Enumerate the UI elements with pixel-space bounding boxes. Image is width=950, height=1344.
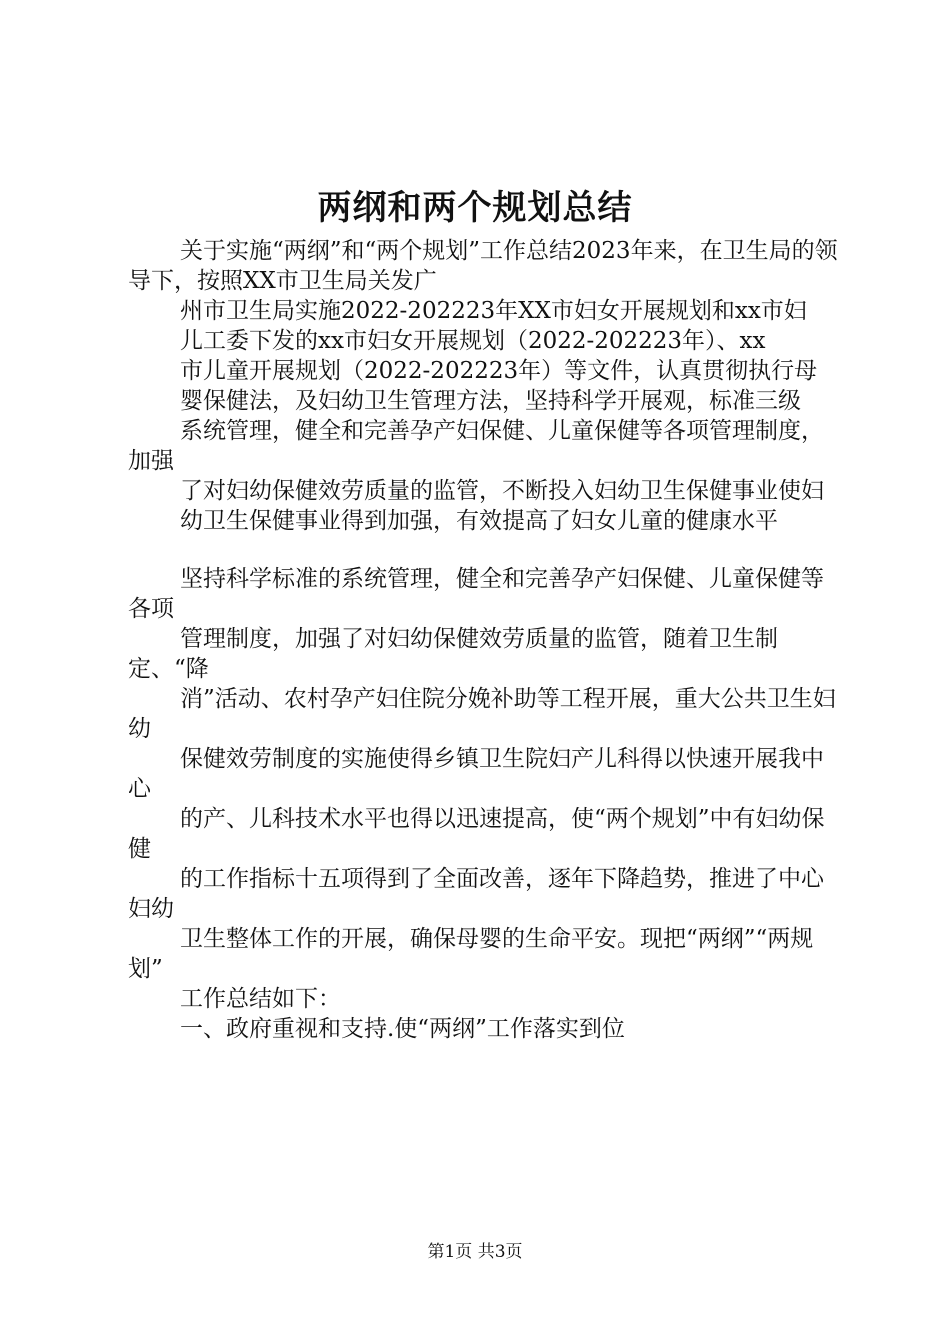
- paragraph: 幼卫生保健事业得到加强，有效提高了妇女儿童的健康水平: [180, 508, 778, 534]
- paragraph: 关于实施“两纲”和“两个规划”工作总结2023年来，在卫生局的领导下，按照XX市卫生局关发广: [128, 238, 838, 294]
- paragraph: 卫生整体工作的开展，确保母婴的生命平安。现把“两纲”“两规划”: [128, 926, 814, 982]
- document-body: [128, 236, 838, 1044]
- page-footer: 第1页 共3页: [427, 1242, 523, 1262]
- paragraph: 坚持科学标准的系统管理，健全和完善孕产妇保健、儿童保健等各项: [128, 566, 824, 622]
- paragraph: 保健效劳制度的实施使得乡镇卫生院妇产儿科得以快速开展我中心: [128, 746, 824, 802]
- section-heading: 一、政府重视和支持.使“两纲”工作落实到位: [180, 1016, 625, 1042]
- paragraph: 了对妇幼保健效劳质量的监管，不断投入妇幼卫生保健事业使妇: [180, 478, 824, 504]
- paragraph: 管理制度，加强了对妇幼保健效劳质量的监管，随着卫生制定、“降: [128, 626, 778, 682]
- paragraph: 的产、儿科技术水平也得以迅速提高，使“两个规划”中有妇幼保健: [128, 806, 825, 862]
- document-title: 两纲和两个规划总结: [317, 188, 633, 228]
- paragraph: 工作总结如下：: [180, 986, 341, 1012]
- paragraph: 儿工委下发的xx市妇女开展规划（2022-202223年）、xx: [180, 328, 766, 354]
- paragraph: 州市卫生局实施2022-202223年XX市妇女开展规划和xx市妇: [180, 298, 807, 324]
- paragraph: 的工作指标十五项得到了全面改善，逐年下降趋势，推进了中心妇幼: [128, 866, 824, 922]
- paragraph-gap: [128, 536, 838, 564]
- paragraph: 市儿童开展规划（2022-202223年）等文件，认真贯彻执行母: [180, 358, 818, 384]
- paragraph: 婴保健法，及妇幼卫生管理方法，坚持科学开展观，标准三级: [180, 388, 801, 414]
- paragraph: 消”活动、农村孕产妇住院分娩补助等工程开展，重大公共卫生妇幼: [128, 686, 836, 742]
- paragraph: 系统管理，健全和完善孕产妇保健、儿童保健等各项管理制度，加强: [128, 418, 824, 474]
